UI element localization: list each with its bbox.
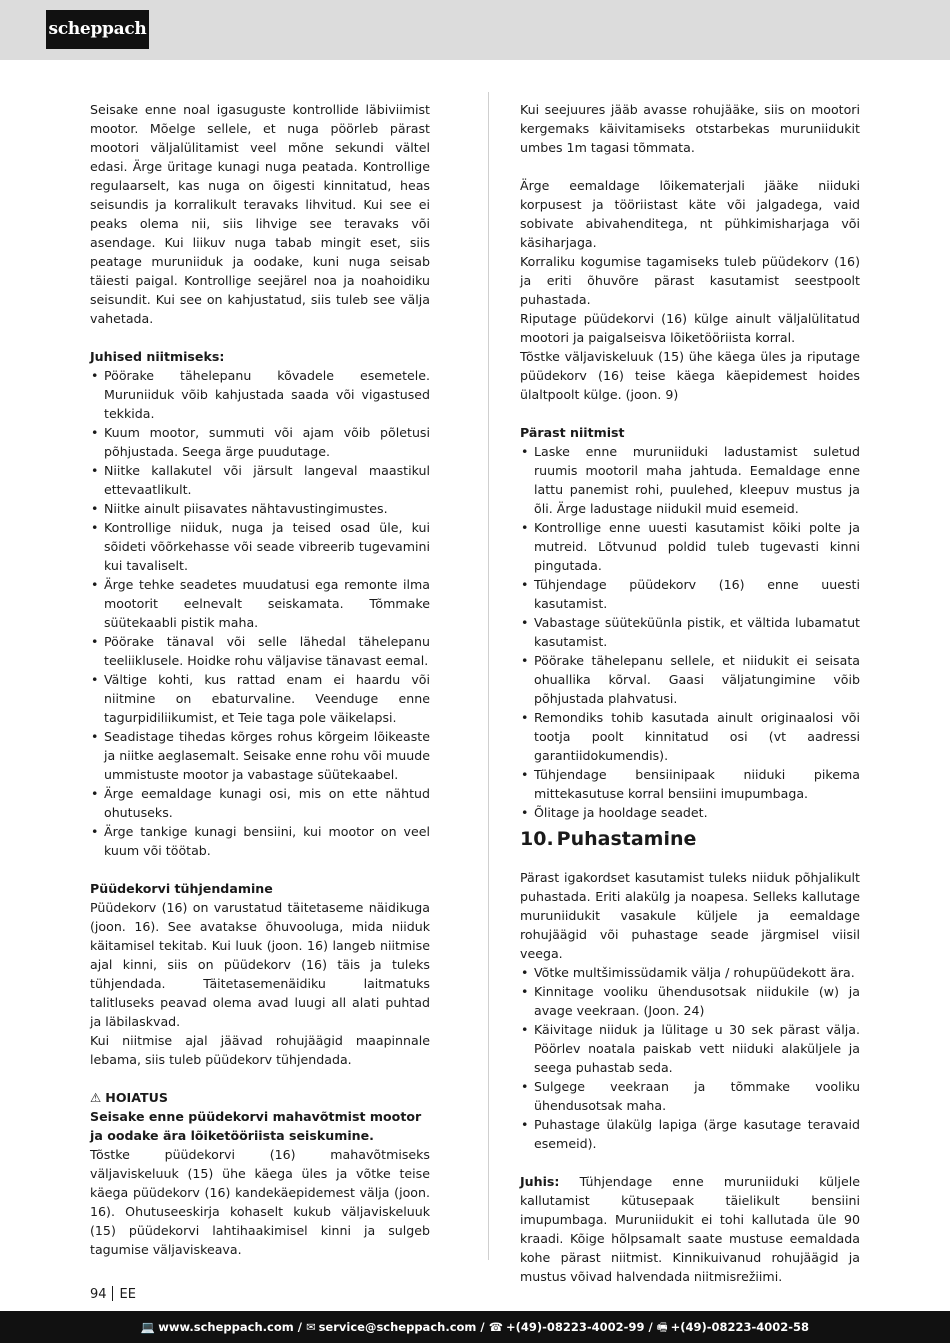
paragraph: Korraliku kogumise tagamiseks tuleb püüdekorv (16) ja eriti õhuvõre pärast kasutamist seestpoolt puhastada.: [520, 254, 860, 307]
mowing-heading: Juhised niitmiseks:: [90, 349, 225, 364]
list-item: • Niitke kallakutel või järsult langeval maastikul ettevaatlikult.: [90, 461, 430, 499]
section-title-text: Puhastamine: [556, 828, 697, 850]
list-item: • Käivitage niiduk ja lülitage u 30 sek pärast välja. Pöörlev noatala paiskab vett niiduki alaküljele ja seega puhastab seda.: [520, 1020, 860, 1077]
paragraph: Ärge eemaldage lõikematerjali jääke niiduki korpusest ja tööriistast käte või jalgadega, vaid sobivate abivahenditega, nt pühkimisharjaga või käsiharjaga.: [520, 178, 860, 250]
section-number: 10.: [520, 828, 554, 850]
list-item: • Laske enne muruniiduki ladustamist suletud ruumis mootoril maha jahtuda. Eemaldage enne lattu panemist rohi, puulehed, kleepuv mustus ja õli. Ärge ladustage niidukil muid esemeid.: [520, 442, 860, 518]
mail-icon: ✉: [305, 1320, 316, 1334]
list-item: • Ärge tehke seadetes muudatusi ega remonte ilma mootorit eelnevalt seiskamata. Tõmmake süütekaabli pistik maha.: [90, 575, 430, 632]
language-code: EE: [119, 1287, 136, 1302]
list-item: • Ärge eemaldage kunagi osi, mis on ette nähtud ohutuseks.: [90, 784, 430, 822]
basket-paragraph: Kui niitmise ajal jäävad rohujäägid maapinnale lebama, siis tuleb püüdekorv tühjendada.: [90, 1033, 430, 1067]
list-item: • Remondiks tohib kasutada ainult originaalosi või tootja poolt kinnitatud osi (vt aadressi garantiidokumendis).: [520, 708, 860, 765]
page-number: 94: [90, 1287, 107, 1302]
list-item: • Tühjendage püüdekorv (16) enne uuesti kasutamist.: [520, 575, 860, 613]
list-item: • Tühjendage bensiinipaak niiduki pikema mittekasutuse korral bensiini imupumbaga.: [520, 765, 860, 803]
footer-separator: /: [648, 1320, 653, 1334]
note-label: Juhis:: [520, 1174, 560, 1189]
warning-text: Tõstke püüdekorvi (16) mahavõtmiseks väljaviskeluuk (15) ühe käega üles ja võtke teise käega püüdekorv (16) kandekäepidemest välja (joon. 16). Ohutuseeskirja kohaselt kukub väljaviskeluuk (15) püüdekorvi lahtihaakimisel kinni ja sulgeb tagumise väljaviskeava.: [90, 1147, 430, 1257]
list-item: • Niitke ainult piisavates nähtavustingimustes.: [90, 499, 430, 518]
left-column: [90, 100, 430, 1259]
note-text: Tühjendage enne muruniiduki küljele kallutamist kütusepaak täielikult bensiini imupumbaga. Muruniidukit ei tohi kallutada üle 90 kraadi. Kõige hõlpsamalt saate mustuse eemaldada kohe pärast niitmist. Kinnikuivanud rohujäägid ja mustus võivad halvendada niitmisrežiimi.: [520, 1174, 860, 1284]
list-item: • Sulgege veekraan ja tõmmake vooliku ühendusotsak maha.: [520, 1077, 860, 1115]
paragraph: Kui seejuures jääb avasse rohujääke, siis on mootori kergemaks käivitamiseks otstarbekas muruniidukit umbes 1m tagasi tõmmata.: [520, 102, 860, 155]
list-item: • Seadistage tihedas kõrges rohus kõrgeim lõikeaste ja niitke aeglasemalt. Seisake enne rohu või muude ummistuste mootor ja vabastage süütekaabel.: [90, 727, 430, 784]
cleaning-paragraph: Pärast igakordset kasutamist tuleks niiduk põhjalikult puhastada. Eriti alakülg ja noapesa. Selleks kallutage muruniidukit vasakule küljele ja eemaldage rohujäägid või puhastage seade järgmisel viisil veega.: [520, 870, 860, 961]
list-item: • Kinnitage vooliku ühendusotsak niidukile (w) ja avage veekraan. (Joon. 24): [520, 982, 860, 1020]
footer-website: www.scheppach.com: [158, 1320, 294, 1334]
list-item: • Kuum mootor, summuti või ajam võib põletusi põhjustada. Seega ärge puudutage.: [90, 423, 430, 461]
list-item: • Puhastage ülakülg lapiga (ärge kasutage teravaid esemeid).: [520, 1115, 860, 1153]
warning-bold-text: Seisake enne püüdekorvi mahavõtmist mootor ja oodake ära lõiketööriista seiskumine.: [90, 1109, 422, 1143]
brand-logo: scheppach: [46, 10, 149, 49]
list-item: • Kontrollige enne uuesti kasutamist kõiki polte ja mutreid. Lõtvunud poldid tuleb tugevasti kinni pingutada.: [520, 518, 860, 575]
after-mowing-heading: Pärast niitmist: [520, 425, 625, 440]
warning-triangle-icon: ⚠: [90, 1090, 102, 1105]
warning-heading: [90, 1088, 430, 1107]
list-item: • Õlitage ja hooldage seadet.: [520, 803, 860, 822]
column-divider: [488, 92, 489, 1260]
list-item: • Kontrollige niiduk, nuga ja teised osad üle, kui sõideti võõrkehasse või seade vibreerib tugevamini kui tavaliselt.: [90, 518, 430, 575]
footer-email: service@scheppach.com: [318, 1320, 477, 1334]
page-number-area: [90, 1286, 136, 1304]
mowing-list: [90, 366, 430, 860]
list-item: • Ärge tankige kunagi bensiini, kui mootor on veel kuum või töötab.: [90, 822, 430, 860]
intro-paragraph: Seisake enne noal igasuguste kontrollide läbiviimist mootor. Mõelge sellele, et nuga pöörleb pärast mootori väljalülitamist veel mõne sekundi vältel edasi. Ärge üritage kunagi nuga peatada. Kontrollige regulaarselt, kas nuga on õigesti kinnitatud, heas seisundis ja korralikult teravaks lihvitud. Kui see ei peaks olema nii, siis lihvige see teravaks või asendage. Kui liikuv nuga tabab mingit eset, siis peatage muruniiduk ja oodake, kuni nuga seisab täiesti paigal. Kontrollige seejärel noa ja noahoidiku seisundit. Kui see on kahjustatud, siis tuleb see välja vahetada.: [90, 102, 430, 326]
page-footer: [0, 1311, 950, 1343]
basket-paragraph: Püüdekorv (16) on varustatud täitetaseme näidikuga (joon. 16). See avatakse õhuvooluga, mida niiduk käitamisel tekitab. Kui luuk (joon. 16) langeb niitmise ajal kinni, siis on püüdekorv (16) täis ja tuleks tühjendada. Täitetasemenäidiku laitmatuks talitluseks peavad olema avad luugi all alati puhtad ja läbilaskvad.: [90, 900, 430, 1029]
paragraph: Tõstke väljaviskeluuk (15) ühe käega üles ja riputage püüdekorv (16) teise käega käepidemest hoides ülaltpoolt külge. (joon. 9): [520, 349, 860, 402]
footer-separator: /: [480, 1320, 485, 1334]
footer-fax: +(49)-08223-4002-58: [670, 1320, 810, 1334]
basket-heading: Püüdekorvi tühjendamine: [90, 881, 273, 896]
section-title: [520, 826, 860, 852]
list-item: • Vältige kohti, kus rattad enam ei haardu või niitmine on ebaturvaline. Veenduge enne tagurpidiliikumist, et Teie taga pole väikelapsi.: [90, 670, 430, 727]
page-header: [0, 0, 950, 60]
footer-separator: /: [297, 1320, 302, 1334]
paragraph: Riputage püüdekorvi (16) külge ainult väljalülitatud mootori ja paigalseisva lõiketööriista korral.: [520, 311, 860, 345]
list-item: • Vabastage süüteküünla pistik, et vältida lubamatut kasutamist.: [520, 613, 860, 651]
note-paragraph: [520, 1172, 860, 1286]
fax-icon: 🖷: [656, 1320, 668, 1334]
after-mowing-list: [520, 442, 860, 822]
list-item: • Pöörake tänaval või selle lähedal tähelepanu teeliiklusele. Hoidke rohu väljavise tänavast eemal.: [90, 632, 430, 670]
footer-phone: +(49)-08223-4002-99: [505, 1320, 645, 1334]
list-item: • Pöörake tähelepanu kõvadele esemetele. Muruniiduk võib kahjustada saada või vigastused tekkida.: [90, 366, 430, 423]
cleaning-list: [520, 963, 860, 1153]
list-item: • Võtke multšimissüdamik välja / rohupüüdekott ära.: [520, 963, 860, 982]
warning-label: HOIATUS: [105, 1090, 168, 1105]
phone-icon: ☎: [488, 1320, 503, 1334]
computer-icon: 💻: [140, 1320, 156, 1334]
right-column: [520, 100, 860, 1286]
list-item: • Pöörake tähelepanu sellele, et niidukit ei seisata ohuallika kõrval. Gaasi väljatungimine võib põhjustada plahvatusi.: [520, 651, 860, 708]
